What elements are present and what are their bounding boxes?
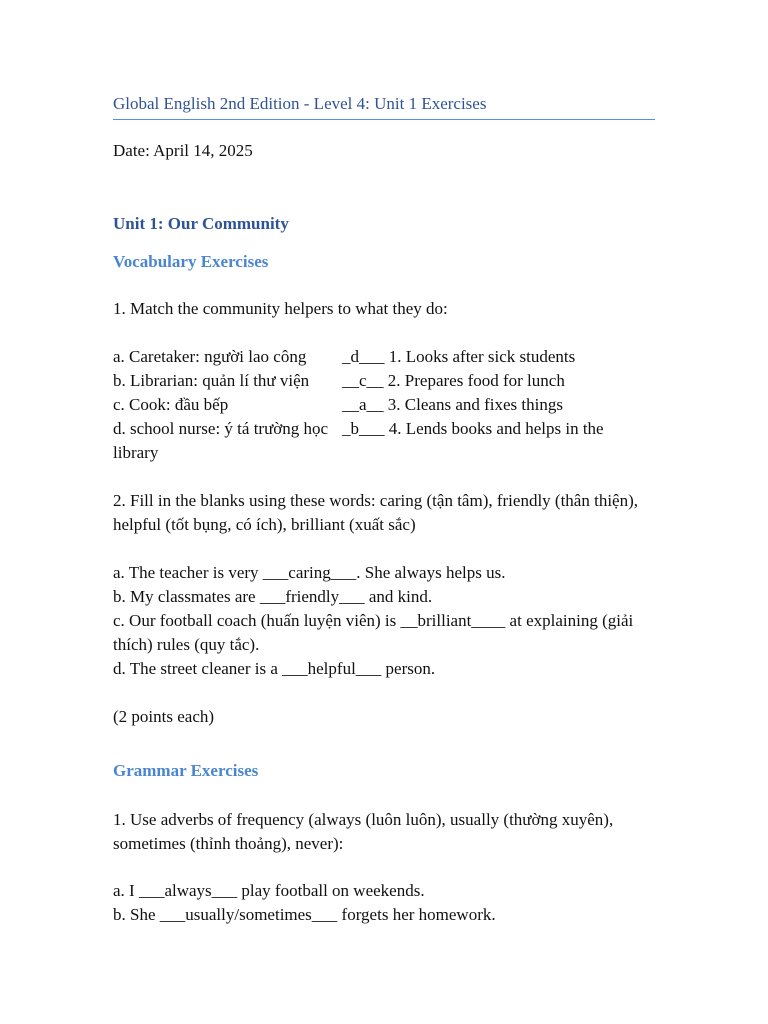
date-line: Date: April 14, 2025 — [113, 141, 253, 160]
grammar-heading: Grammar Exercises — [113, 761, 259, 780]
match-left-d: d. school nurse: ý tá trường học — [113, 419, 329, 438]
grammar-answer-b: b. She ___usually/sometimes___ forgets her homework. — [113, 905, 496, 924]
match-right-a: _d___ 1. Looks after sick students — [342, 347, 576, 366]
match-right-b: __c__ 2. Prepares food for lunch — [342, 371, 565, 390]
unit-heading: Unit 1: Our Community — [113, 214, 289, 233]
match-right-d: _b___ 4. Lends books and helps in the — [342, 419, 604, 438]
match-row-d — [113, 417, 658, 441]
document-title: Global English 2nd Edition - Level 4: Unit 1 Exercises — [113, 93, 655, 120]
vocabulary-heading: Vocabulary Exercises — [113, 252, 269, 271]
fill-line-d: d. The street cleaner is a ___helpful___ person. — [113, 659, 436, 678]
match-left-c: c. Cook: đầu bếp — [113, 395, 229, 414]
points-note: (2 points each) — [113, 707, 215, 726]
match-left-b: b. Librarian: quản lí thư viện — [113, 371, 310, 390]
grammar-question-1: 1. Use adverbs of frequency (always (luôn luôn), usually (thường xuyên), sometimes (thỉnh thoảng), never): — [113, 810, 614, 853]
grammar-answers — [113, 879, 658, 927]
match-row-b — [113, 369, 658, 393]
match-continuation: library — [113, 443, 159, 462]
grammar-answer-a: a. I ___always___ play football on weekends. — [113, 881, 425, 900]
vocab-question-2: 2. Fill in the blanks using these words: caring (tận tâm), friendly (thân thiện), helpful (tốt bụng, có ích), brilliant (xuất sắc) — [113, 491, 638, 534]
match-row-a — [113, 345, 658, 369]
fill-line-b: b. My classmates are ___friendly___ and kind. — [113, 587, 433, 606]
fill-line-a: a. The teacher is very ___caring___. She always helps us. — [113, 563, 506, 582]
match-row-c — [113, 393, 658, 417]
fill-in-list — [113, 561, 658, 681]
matching-list — [113, 345, 658, 465]
vocab-question-1: 1. Match the community helpers to what they do: — [113, 299, 448, 318]
match-left-a: a. Caretaker: người lao công — [113, 347, 307, 366]
match-right-c: __a__ 3. Cleans and fixes things — [342, 395, 563, 414]
fill-line-c: c. Our football coach (huấn luyện viên) is __brilliant____ at explaining (giải thích) rules (quy tắc). — [113, 611, 634, 654]
